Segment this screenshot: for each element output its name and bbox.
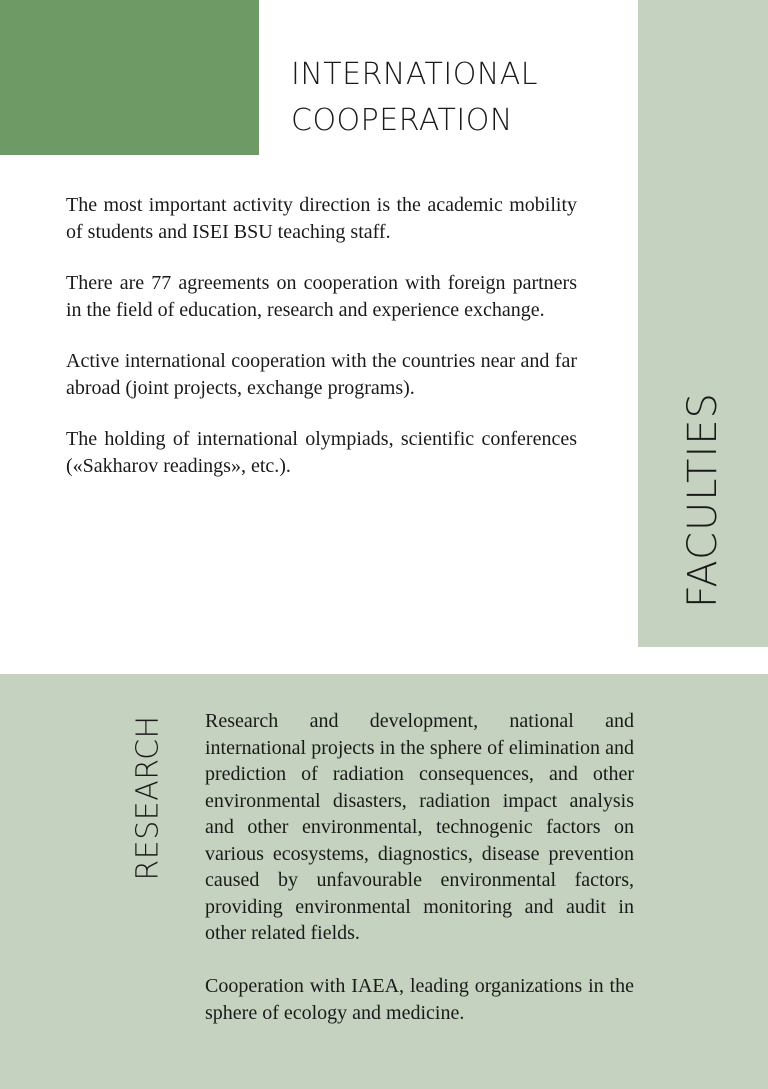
page-title-line-2: COOPERATION xyxy=(291,103,513,138)
intro-paragraph-olympiads: The holding of international olympiads, scientific conferences («Sakharov readings», etc.). xyxy=(66,428,577,477)
page-title xyxy=(291,52,538,144)
research-paragraph-cooperation: Cooperation with IAEA, leading organizations in the sphere of ecology and medicine. xyxy=(205,975,634,1024)
faculties-side-label: FACULTIES xyxy=(680,392,726,608)
intro-section xyxy=(66,192,577,504)
research-side-label: RESEARCH xyxy=(130,715,166,881)
research-section xyxy=(205,708,634,1053)
intro-paragraph-agreements: There are 77 agreements on cooperation with foreign partners in the field of education, research and experience exchange. xyxy=(66,272,577,321)
intro-paragraph-international-cooperation: Active international cooperation with the countries near and far abroad (joint projects, exchange programs). xyxy=(66,350,577,399)
decorative-green-block xyxy=(0,0,259,155)
research-paragraph-projects: Research and development, national and international projects in the sphere of elimination and prediction of radiation consequences, and other environmental disasters, radiation impact analysis and other environmental, technogenic factors on various ecosystems, diagnostics, disease prevention caused by unfavourable environmental factors, providing environmental monitoring and audit in other related fields. xyxy=(205,710,634,944)
intro-paragraph-academic-mobility: The most important activity direction is the academic mobility of students and ISEI BSU teaching staff. xyxy=(66,194,577,243)
page-title-line-1: INTERNATIONAL xyxy=(291,57,539,92)
